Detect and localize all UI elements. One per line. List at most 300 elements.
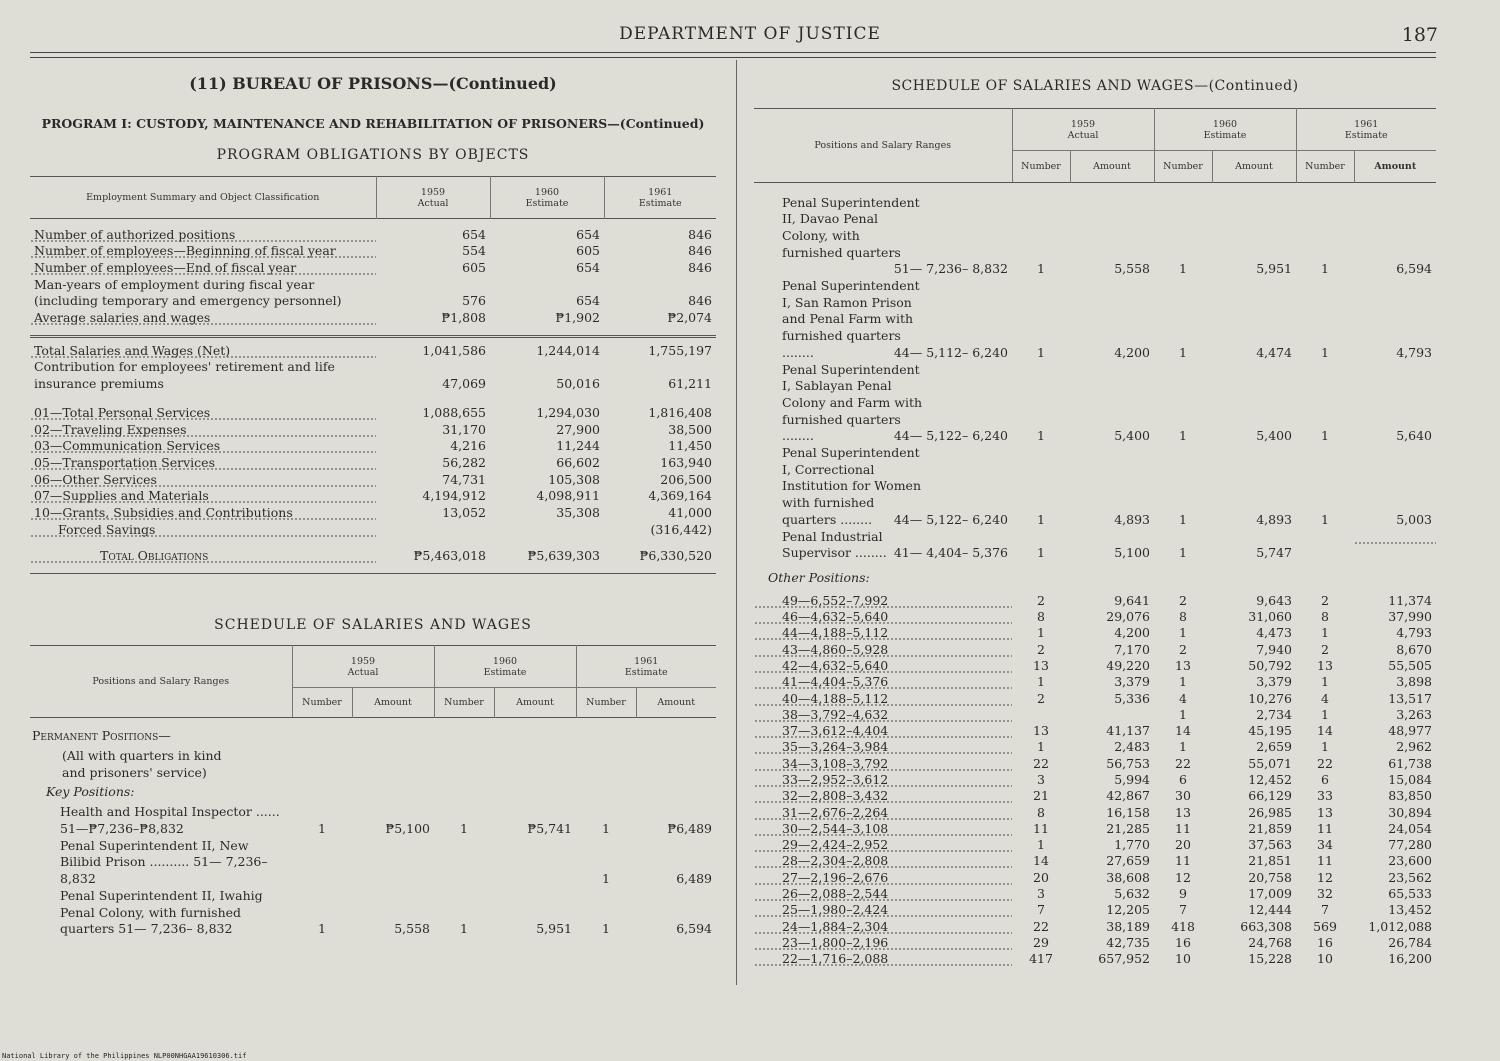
col-number: Number bbox=[1154, 151, 1212, 183]
salary-row bbox=[754, 625, 1436, 641]
program-title: PROGRAM I: CUSTODY, MAINTENANCE AND REHABILITATION OF PRISONERS—(Continued) bbox=[41, 116, 705, 131]
amount-1960: 66,129 bbox=[1248, 788, 1292, 804]
position-label: Penal Superintendent II, New Bilibid Prison .......... 51— 7,236– 8,832 bbox=[60, 837, 268, 887]
amount-1960: 24,768 bbox=[1248, 934, 1292, 950]
amount-1959: 27,659 bbox=[1106, 853, 1150, 869]
amount-1960: 21,851 bbox=[1248, 853, 1292, 869]
position-label: Penal Superintendent II, Iwahig Penal Colony, with furnished quarters 51— 7,236– 8,832 bbox=[60, 887, 263, 937]
amount-1959: 5,336 bbox=[1114, 690, 1150, 706]
col-number: Number bbox=[1296, 151, 1354, 183]
value-1961: 163,940 bbox=[660, 454, 712, 470]
salary-range-label: 40—4,188–5,112 bbox=[754, 691, 1012, 707]
amount-1961: 1,012,088 bbox=[1368, 918, 1432, 934]
amount-1961: 5,003 bbox=[1396, 511, 1432, 527]
number-1959: 1 bbox=[1037, 739, 1045, 755]
number-1961: 12 bbox=[1317, 869, 1333, 885]
department-header: DEPARTMENT OF JUSTICE bbox=[619, 24, 881, 44]
number-1960: 12 bbox=[1175, 869, 1191, 885]
salary-range-label: 38—3,792–4,632 bbox=[754, 707, 1012, 723]
schedule-table-wrap bbox=[30, 645, 716, 938]
amount-1961: 65,533 bbox=[1388, 886, 1432, 902]
number-1961: 6 bbox=[1321, 772, 1329, 787]
number-1959: 2 bbox=[1037, 641, 1045, 657]
salary-range-label: 49—6,552–7,992 bbox=[754, 593, 1012, 609]
col-1959-kind: Actual bbox=[347, 666, 379, 678]
value-1961: 206,500 bbox=[660, 471, 712, 487]
col-1960-kind: Estimate bbox=[1203, 129, 1247, 141]
amount-1961: 8,670 bbox=[1396, 641, 1432, 657]
number-1959: 14 bbox=[1033, 853, 1049, 869]
amount-1960: 3,379 bbox=[1256, 674, 1292, 690]
value-1960: 1,294,030 bbox=[536, 404, 600, 420]
salary-range: 44— 5,122– 6,240 bbox=[893, 428, 1008, 444]
amount-1960: 5,951 bbox=[1256, 261, 1292, 277]
amount-1960: 5,400 bbox=[1256, 428, 1292, 444]
amount-1960: 4,473 bbox=[1256, 625, 1292, 641]
amount-1961: 24,054 bbox=[1388, 820, 1432, 836]
key-positions-label: Key Positions: bbox=[46, 783, 135, 799]
value-1959: ₱5,463,018 bbox=[413, 548, 486, 564]
value-1960: 11,244 bbox=[556, 438, 600, 454]
amount-1960: 10,276 bbox=[1248, 690, 1292, 706]
value-1960: 35,308 bbox=[556, 505, 600, 521]
amount-1960: 15,228 bbox=[1248, 951, 1292, 967]
amount-1961: 3,898 bbox=[1396, 674, 1432, 690]
obligation-row bbox=[30, 488, 716, 505]
amount-1961: 2,962 bbox=[1396, 739, 1432, 755]
number-1960: 7 bbox=[1179, 902, 1187, 918]
number-1961: 1 bbox=[602, 871, 610, 887]
position-cell bbox=[754, 529, 1012, 562]
value-1960: ₱5,639,303 bbox=[527, 548, 600, 564]
value-1961: ₱2,074 bbox=[667, 310, 712, 326]
amount-1959: ₱5,100 bbox=[385, 821, 430, 837]
salary-row bbox=[754, 593, 1436, 609]
obligation-row bbox=[30, 422, 716, 439]
obligations-header-row bbox=[30, 177, 716, 219]
amount-1960: 55,071 bbox=[1248, 755, 1292, 771]
number-1961: 13 bbox=[1317, 804, 1333, 820]
obligations-table-wrap bbox=[30, 176, 716, 574]
header-rule-2 bbox=[30, 57, 1436, 58]
amount-1961: 37,990 bbox=[1388, 609, 1432, 625]
salary-range-label: 29—2,424–2,952 bbox=[754, 837, 1012, 853]
amount-1959: 56,753 bbox=[1106, 755, 1150, 771]
number-1961: 11 bbox=[1317, 853, 1333, 869]
amount-1959: 29,076 bbox=[1106, 609, 1150, 625]
col-1959-header bbox=[376, 177, 490, 219]
amount-1961: 11,374 bbox=[1388, 592, 1432, 608]
salary-row bbox=[754, 837, 1436, 853]
salary-range-label: 37—3,612–4,404 bbox=[754, 723, 1012, 739]
number-1959: 22 bbox=[1033, 755, 1049, 771]
number-1960: 418 bbox=[1171, 918, 1195, 934]
value-1960: 654 bbox=[576, 293, 600, 309]
value-1961: 11,450 bbox=[668, 438, 712, 454]
value-1961: 1,755,197 bbox=[648, 342, 712, 358]
number-1959: 2 bbox=[1037, 592, 1045, 608]
col-1959-kind: Actual bbox=[1067, 129, 1099, 141]
number-1961: 1 bbox=[1321, 344, 1329, 360]
col-number: Number bbox=[292, 688, 352, 718]
row-label: Average salaries and wages bbox=[30, 310, 376, 327]
header-rule-1 bbox=[30, 52, 1436, 53]
amount-1960: 2,659 bbox=[1256, 739, 1292, 755]
amount-1961: 23,562 bbox=[1388, 869, 1432, 885]
value-1960: 654 bbox=[576, 259, 600, 275]
row-label: Contribution for employees' retirement and life insurance premiums bbox=[34, 359, 335, 392]
number-1959: 8 bbox=[1037, 609, 1045, 625]
value-1959: 13,052 bbox=[442, 505, 486, 521]
salary-row bbox=[754, 609, 1436, 625]
value-1959 bbox=[376, 522, 490, 539]
obligation-row bbox=[30, 505, 716, 522]
amount-1960: 37,563 bbox=[1248, 837, 1292, 853]
amount-1959 bbox=[352, 838, 434, 888]
amount-1960: 4,893 bbox=[1256, 511, 1292, 527]
salary-row bbox=[754, 788, 1436, 804]
amount-1959: 5,632 bbox=[1114, 886, 1150, 902]
salary-range: 51— 7,236– 8,832 bbox=[893, 261, 1008, 277]
value-1959: 4,194,912 bbox=[422, 488, 486, 504]
salary-range-label: 46—4,632–5,640 bbox=[754, 609, 1012, 625]
obligation-row bbox=[30, 472, 716, 489]
page-number: 187 bbox=[1401, 24, 1438, 46]
number-1959: 29 bbox=[1033, 934, 1049, 950]
number-1961: 22 bbox=[1317, 755, 1333, 771]
position-cell bbox=[754, 195, 1012, 279]
number-1960: 16 bbox=[1175, 934, 1191, 950]
value-1959: 74,731 bbox=[442, 471, 486, 487]
value-1959: 1,041,586 bbox=[422, 342, 486, 358]
col-1959-header bbox=[1012, 109, 1154, 151]
value-1960: 654 bbox=[576, 226, 600, 242]
salary-row bbox=[754, 951, 1436, 967]
col-1960-header bbox=[490, 177, 604, 219]
col-1961-year: 1961 bbox=[634, 655, 659, 667]
number-1961: 1 bbox=[602, 921, 610, 937]
number-1960: 14 bbox=[1175, 723, 1191, 739]
position-label: Penal Superintendent II, Davao Penal Colony, with furnished quarters bbox=[782, 194, 920, 260]
number-1959: 20 bbox=[1033, 869, 1049, 885]
number-1960: 4 bbox=[1179, 690, 1187, 706]
number-1960 bbox=[434, 838, 494, 888]
number-1961: 1 bbox=[1321, 739, 1329, 755]
value-1959: 4,216 bbox=[450, 438, 486, 454]
other-positions-table bbox=[754, 593, 1436, 968]
amount-1960: 45,195 bbox=[1248, 723, 1292, 739]
value-1960: 4,098,911 bbox=[536, 488, 600, 504]
number-1961: 1 bbox=[1321, 706, 1329, 722]
salary-range-label: 41—4,404–5,376 bbox=[754, 674, 1012, 690]
number-1961: 32 bbox=[1317, 886, 1333, 902]
number-1959: 1 bbox=[1037, 545, 1045, 561]
number-1960: 13 bbox=[1175, 804, 1191, 820]
number-1960: 30 bbox=[1175, 788, 1191, 804]
value-1961: ₱6,330,520 bbox=[639, 548, 712, 564]
permanent-positions-note: (All with quarters in kind and prisoners' service) bbox=[62, 748, 222, 780]
salary-row bbox=[30, 838, 716, 888]
salary-range-label: 30—2,544–3,108 bbox=[754, 821, 1012, 837]
amount-1961: 23,600 bbox=[1388, 853, 1432, 869]
amount-1959: 9,641 bbox=[1114, 592, 1150, 608]
obligation-row bbox=[30, 243, 716, 260]
salary-range-label: 33—2,952–3,612 bbox=[754, 772, 1012, 788]
amount-1959: 5,558 bbox=[1114, 261, 1150, 277]
value-1959: 47,069 bbox=[442, 376, 486, 392]
obligation-row bbox=[30, 359, 716, 392]
amount-1961: 48,977 bbox=[1388, 723, 1432, 739]
obligation-row bbox=[30, 260, 716, 277]
salary-row bbox=[754, 529, 1436, 562]
amount-1960: 2,734 bbox=[1256, 706, 1292, 722]
number-1961: 569 bbox=[1313, 918, 1337, 934]
salary-row bbox=[754, 919, 1436, 935]
amount-1960: 663,308 bbox=[1240, 918, 1292, 934]
salary-range-label: 27—2,196–2,676 bbox=[754, 870, 1012, 886]
number-1961: 34 bbox=[1317, 837, 1333, 853]
number-1959: 1 bbox=[1037, 837, 1045, 853]
col-1959-year: 1959 bbox=[350, 655, 376, 667]
salary-row bbox=[754, 691, 1436, 707]
salary-row bbox=[754, 278, 1436, 362]
number-1959: 417 bbox=[1029, 951, 1053, 967]
position-label: Penal Industrial Supervisor ........ bbox=[782, 528, 887, 561]
table-bottom-rule bbox=[30, 565, 716, 573]
amount-1959: 4,200 bbox=[1114, 625, 1150, 641]
salary-row bbox=[754, 707, 1436, 723]
amount-1960: 4,474 bbox=[1256, 344, 1292, 360]
row-label: Number of authorized positions bbox=[30, 227, 376, 244]
number-1961: 33 bbox=[1317, 788, 1333, 804]
value-1960: 605 bbox=[576, 243, 600, 259]
value-1961: 1,816,408 bbox=[648, 404, 712, 420]
number-1961: 1 bbox=[1321, 511, 1329, 527]
number-1960: 2 bbox=[1179, 592, 1187, 608]
col-1960-header bbox=[1154, 109, 1296, 151]
salary-row bbox=[754, 772, 1436, 788]
row-label: 01—Total Personal Services bbox=[30, 405, 376, 422]
footer-credit: National Library of the Philippines NLP00NHGAA19610306.tif bbox=[2, 1052, 247, 1060]
col-1961-header bbox=[576, 646, 716, 688]
salary-row bbox=[754, 756, 1436, 772]
value-1959: 605 bbox=[462, 259, 486, 275]
col-employment-header: Employment Summary and Object Classification bbox=[30, 177, 376, 219]
column-divider bbox=[736, 60, 737, 985]
salary-range: 44— 5,122– 6,240 bbox=[893, 511, 1008, 527]
amount-1961: 26,784 bbox=[1388, 934, 1432, 950]
obligations-title: PROGRAM OBLIGATIONS BY OBJECTS bbox=[216, 147, 530, 163]
amount-1961: 6,594 bbox=[676, 921, 712, 937]
number-1959: 1 bbox=[1037, 511, 1045, 527]
number-1959: 22 bbox=[1033, 918, 1049, 934]
number-1961: 2 bbox=[1321, 641, 1329, 657]
number-1959 bbox=[1012, 707, 1070, 723]
value-1961: 61,211 bbox=[668, 376, 712, 392]
salary-row bbox=[754, 642, 1436, 658]
salary-range: 44— 5,112– 6,240 bbox=[893, 344, 1008, 360]
amount-1961: 77,280 bbox=[1388, 837, 1432, 853]
row-label: 10—Grants, Subsidies and Contributions bbox=[30, 505, 376, 522]
salary-row bbox=[754, 902, 1436, 918]
amount-1960: 21,859 bbox=[1248, 820, 1292, 836]
row-label: 03—Communication Services bbox=[30, 438, 376, 455]
col-positions-header: Positions and Salary Ranges bbox=[754, 109, 1012, 183]
number-1960: 1 bbox=[1179, 511, 1187, 527]
double-rule bbox=[30, 327, 716, 337]
amount-1959: 7,170 bbox=[1114, 641, 1150, 657]
value-1961: 846 bbox=[688, 243, 712, 259]
amount-1959: 4,200 bbox=[1114, 344, 1150, 360]
schedule-table-right bbox=[754, 108, 1436, 195]
amount-1961: 5,640 bbox=[1396, 428, 1432, 444]
permanent-positions-label: Permanent Positions— bbox=[32, 727, 171, 743]
number-1960: 1 bbox=[1179, 428, 1187, 444]
number-1959: 1 bbox=[318, 821, 326, 837]
number-1959: 3 bbox=[1037, 772, 1045, 787]
obligation-row bbox=[30, 343, 716, 360]
number-1960: 1 bbox=[1179, 706, 1187, 722]
col-1961-kind: Estimate bbox=[624, 666, 668, 678]
amount-1959: 21,285 bbox=[1106, 820, 1150, 836]
position-cell bbox=[754, 445, 1012, 529]
value-1961: 38,500 bbox=[668, 421, 712, 437]
number-1960: 8 bbox=[1179, 609, 1187, 625]
amount-1961: 13,517 bbox=[1388, 690, 1432, 706]
value-1960: 27,900 bbox=[556, 421, 600, 437]
value-1960: 105,308 bbox=[548, 471, 600, 487]
row-label: Man-years of employment during fiscal year (including temporary and emergency personnel) bbox=[34, 276, 342, 309]
value-1960: 50,016 bbox=[556, 376, 600, 392]
value-1959: 554 bbox=[462, 243, 486, 259]
col-1960-year: 1960 bbox=[492, 655, 518, 667]
salary-range-label: 35—3,264–3,984 bbox=[754, 739, 1012, 755]
number-1959: 13 bbox=[1033, 723, 1049, 739]
amount-1961: 16,200 bbox=[1388, 951, 1432, 967]
number-1960: 1 bbox=[1179, 545, 1187, 561]
salary-range-label: 34—3,108–3,792 bbox=[754, 756, 1012, 772]
number-1961: 14 bbox=[1317, 723, 1333, 739]
number-1961: 8 bbox=[1321, 609, 1329, 625]
salary-range-label: 23—1,800–2,196 bbox=[754, 935, 1012, 951]
obligation-row bbox=[30, 522, 716, 539]
amount-1960: 9,643 bbox=[1256, 592, 1292, 608]
amount-1960: 17,009 bbox=[1248, 886, 1292, 902]
value-1959: 1,088,655 bbox=[422, 404, 486, 420]
value-1961: 41,000 bbox=[668, 505, 712, 521]
salary-row bbox=[754, 195, 1436, 279]
col-amount: Amount bbox=[1212, 151, 1296, 183]
col-1960-kind: Estimate bbox=[483, 666, 527, 678]
row-label: 05—Transportation Services bbox=[30, 455, 376, 472]
amount-1959: 5,994 bbox=[1114, 772, 1150, 787]
salary-row bbox=[754, 935, 1436, 951]
amount-1960: 5,951 bbox=[536, 921, 572, 937]
row-label: Total Salaries and Wages (Net) bbox=[30, 343, 376, 360]
col-1961-header bbox=[1296, 109, 1436, 151]
position-cell bbox=[754, 362, 1012, 446]
amount-1961: 13,452 bbox=[1388, 902, 1432, 918]
row-label: Total Obligations bbox=[30, 548, 376, 565]
value-1959: 654 bbox=[462, 226, 486, 242]
col-1961-header bbox=[604, 177, 716, 219]
col-amount: Amount bbox=[494, 688, 576, 718]
col-amount: Amount bbox=[1070, 151, 1154, 183]
number-1961: 4 bbox=[1321, 690, 1329, 706]
number-1961 bbox=[1296, 529, 1354, 562]
position-label: Health and Hospital Inspector ...... 51—₱7,236–₱8,832 bbox=[60, 804, 280, 837]
number-1961: 1 bbox=[1321, 625, 1329, 641]
number-1959: 1 bbox=[318, 921, 326, 937]
amount-1959: 657,952 bbox=[1098, 951, 1150, 967]
col-number: Number bbox=[434, 688, 494, 718]
amount-1961: 4,793 bbox=[1396, 625, 1432, 641]
value-1961: 4,369,164 bbox=[648, 488, 712, 504]
amount-1960: 5,747 bbox=[1256, 545, 1292, 561]
number-1961: 1 bbox=[602, 821, 610, 837]
salary-row bbox=[754, 674, 1436, 690]
col-1960-year: 1960 bbox=[1212, 118, 1238, 130]
amount-1959: 41,137 bbox=[1106, 723, 1150, 739]
col-positions-header: Positions and Salary Ranges bbox=[30, 646, 292, 718]
salary-range-label: 32—2,808–3,432 bbox=[754, 788, 1012, 804]
col-1961-year: 1961 bbox=[1354, 118, 1379, 130]
number-1959: 13 bbox=[1033, 657, 1049, 673]
amount-1959: 38,189 bbox=[1106, 918, 1150, 934]
value-1960: ₱1,902 bbox=[555, 310, 600, 326]
amount-1961: 3,263 bbox=[1396, 706, 1432, 722]
obligations-table bbox=[30, 176, 716, 574]
amount-1960: 50,792 bbox=[1248, 657, 1292, 673]
number-1959: 21 bbox=[1033, 788, 1049, 804]
amount-1960: 20,758 bbox=[1248, 869, 1292, 885]
col-1961-kind: Estimate bbox=[638, 197, 682, 209]
amount-1960: 7,940 bbox=[1256, 641, 1292, 657]
number-1960: 11 bbox=[1175, 853, 1191, 869]
col-1960-kind: Estimate bbox=[525, 197, 569, 209]
col-1960-header bbox=[434, 646, 576, 688]
number-1959: 2 bbox=[1037, 690, 1045, 706]
number-1959: 8 bbox=[1037, 804, 1045, 820]
number-1961: 7 bbox=[1321, 902, 1329, 918]
amount-1961: 30,894 bbox=[1388, 804, 1432, 820]
value-1961: 846 bbox=[688, 293, 712, 309]
schedule-table-right-wrap bbox=[754, 108, 1436, 968]
other-positions-label: Other Positions: bbox=[768, 570, 870, 586]
number-1961: 1 bbox=[1321, 261, 1329, 277]
number-1960: 22 bbox=[1175, 755, 1191, 771]
obligation-row bbox=[30, 455, 716, 472]
number-1961: 13 bbox=[1317, 657, 1333, 673]
salary-range-label: 28—2,304–2,808 bbox=[754, 853, 1012, 869]
number-1959: 1 bbox=[1037, 261, 1045, 277]
salary-range-label: 42—4,632–5,640 bbox=[754, 658, 1012, 674]
number-1960: 13 bbox=[1175, 657, 1191, 673]
salary-range-label: 22—1,716–2,088 bbox=[754, 951, 1012, 967]
other-rows bbox=[754, 593, 1436, 968]
obligation-row bbox=[30, 227, 716, 244]
value-1961: 846 bbox=[688, 226, 712, 242]
salary-range-label: 44—4,188–5,112 bbox=[754, 625, 1012, 641]
amount-1961: 6,489 bbox=[676, 871, 712, 887]
position-cell bbox=[754, 278, 1012, 362]
position-label: Penal Superintendent I, Sablayan Penal Colony and Farm with furnished quarters ........ bbox=[782, 361, 923, 444]
col-amount: Amount bbox=[657, 697, 696, 708]
salary-row bbox=[754, 821, 1436, 837]
schedule-table-left bbox=[30, 645, 716, 938]
amount-1959: 4,893 bbox=[1114, 511, 1150, 527]
bureau-title: (11) BUREAU OF PRISONS—(Continued) bbox=[189, 74, 557, 93]
